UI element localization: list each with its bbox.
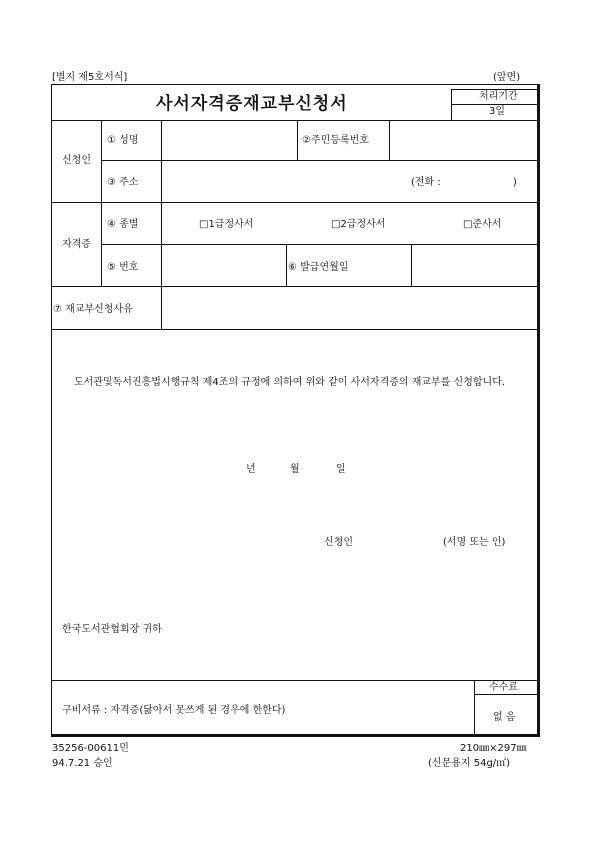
license-section-label: 자격증 (62, 239, 91, 250)
processing-value: 3일 (489, 106, 506, 117)
issue-date-field[interactable] (413, 246, 537, 284)
fee-value: 없 음 (493, 712, 516, 723)
phone-close: ) (513, 177, 517, 188)
signature-note: (서명 또는 인) (443, 537, 506, 548)
signature-label: 신청인 (324, 537, 353, 548)
date-month: 월 (290, 464, 300, 475)
applicant-section-label: 신청인 (62, 155, 91, 166)
phone-label: (전화 : (411, 177, 441, 188)
form-code: 35256-00611민 (52, 743, 129, 754)
rrn-field[interactable] (391, 122, 537, 158)
approval-date: 94.7.21 승인 (52, 758, 113, 769)
name-field[interactable] (163, 122, 295, 158)
option-associate[interactable]: □준사서 (463, 219, 502, 230)
reason-label: ⑦ 재교부신청사유 (53, 304, 133, 315)
option-grade2[interactable]: □2급정사서 (331, 219, 386, 230)
option-grade1[interactable]: □1급정사서 (199, 219, 254, 230)
paper-type: (신문용지 54g/㎡) (428, 758, 511, 769)
phone-field[interactable] (452, 170, 510, 194)
rrn-label: ②주민등록번호 (302, 135, 369, 146)
fee-label: 수수료 (489, 682, 518, 693)
required-documents: 구비서류 : 자격증(닳아서 못쓰게 된 경우에 한한다) (62, 705, 286, 716)
form-title: 사서자격증재교부신청서 (156, 94, 348, 114)
date-day: 일 (336, 464, 346, 475)
license-type-label: ④ 종별 (107, 219, 139, 230)
reason-field[interactable] (163, 288, 537, 327)
paper-size: 210㎜×297㎜ (460, 743, 527, 754)
form-number: [별지 제5호서식] (52, 72, 128, 83)
addressee: 한국도서관협회장 귀하 (62, 624, 162, 635)
application-statement: 도서관및독서진흥법시행규칙 제4조의 규정에 의하여 위와 같이 사서자격증의 재교부를 신청합니다. (74, 377, 506, 388)
page-side: (앞면) (493, 72, 521, 83)
license-number-label: ⑤ 번호 (107, 262, 139, 273)
processing-label: 처리기간 (479, 91, 518, 102)
issue-date-label: ⑥ 발급연월일 (288, 262, 349, 273)
license-number-field[interactable] (163, 246, 284, 284)
address-label: ③ 주소 (107, 177, 139, 188)
date-year: 년 (246, 464, 256, 475)
name-label: ① 성명 (107, 135, 139, 146)
address-field[interactable] (163, 162, 403, 200)
